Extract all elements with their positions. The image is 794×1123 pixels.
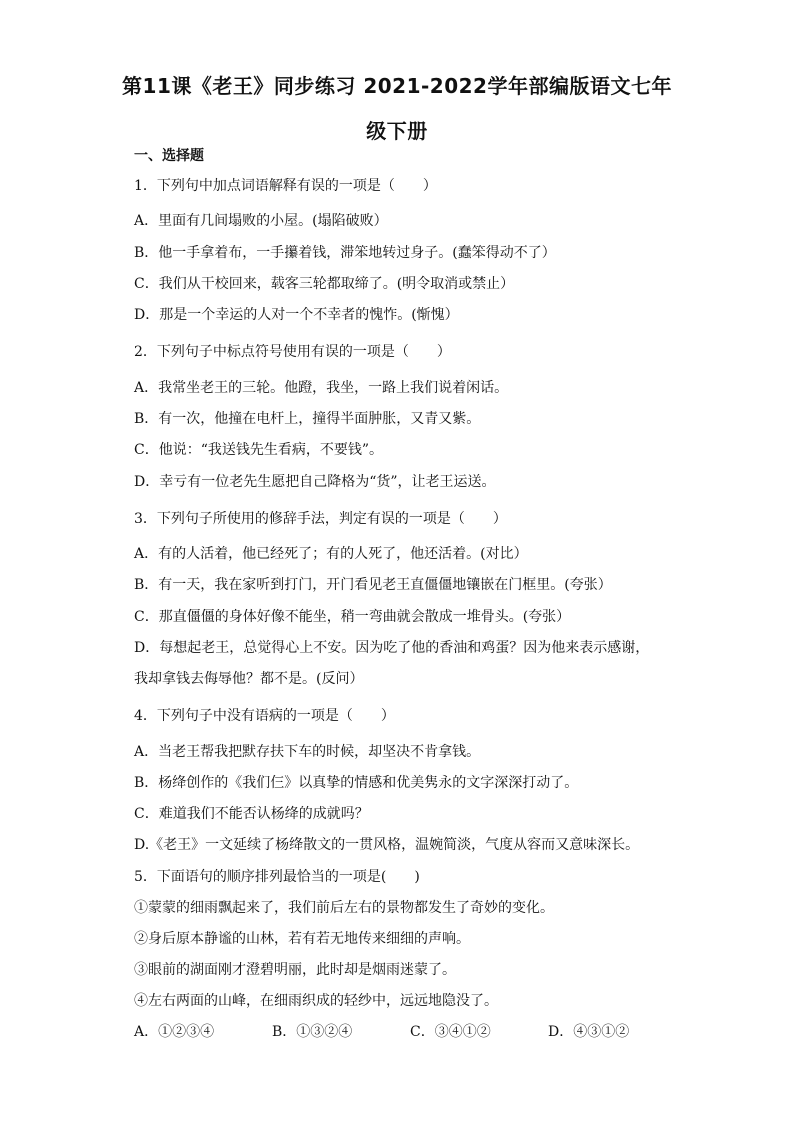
question-5-sentence-3: ③眼前的湖面刚才澄碧明丽，此时却是烟雨迷蒙了。 [134,962,456,978]
question-5-option-b: B．①③②④ [272,1024,353,1040]
question-2-option-d: D．幸亏有一位老先生愿把自己降格为“货”，让老王运送。 [134,474,496,490]
question-4-stem: 4．下列句子中没有语病的一项是（ ） [134,708,395,724]
question-3-option-b: B．有一天，我在家听到打门，开门看见老王直僵僵地镶嵌在门框里。(夸张） [134,577,612,593]
question-2-option-c: C．他说：“我送钱先生看病，不要钱”。 [134,442,384,458]
question-5-option-d: D．④③①② [548,1024,630,1040]
question-1-option-a: A．里面有几间塌败的小屋。(塌陷破败） [134,213,388,229]
question-2-option-a: A．我常坐老王的三轮。他蹬，我坐，一路上我们说着闲话。 [134,380,509,396]
question-3-option-d-continued: 我却拿钱去侮辱他？都不是。(反问） [134,671,364,687]
question-3-option-c: C．那直僵僵的身体好像不能坐，稍一弯曲就会散成一堆骨头。(夸张） [134,609,571,625]
question-3-option-a: A．有的人活着，他已经死了；有的人死了，他还活着。(对比） [134,546,528,562]
question-1-option-b: B．他一手拿着布，一手攥着钱，滞笨地转过身子。(蠢笨得动不了） [134,245,556,261]
question-5-sentence-1: ①蒙蒙的细雨飘起来了，我们前后左右的景物都发生了奇妙的变化。 [134,900,554,916]
question-5-sentence-2: ②身后原本静谧的山林，若有若无地传来细细的声响。 [134,931,470,947]
question-3-stem: 3．下列句子所使用的修辞手法，判定有误的一项是（ ） [134,511,507,527]
section-heading: 一、选择题 [134,148,204,164]
question-4-option-b: B．杨绛创作的《我们仨》以真挚的情感和优美隽永的文字深深打动了。 [134,775,579,791]
document-title-line-1: 第11课《老王》同步练习 2021-2022学年部编版语文七年 [122,74,672,98]
question-1-option-c: C．我们从干校回来，载客三轮都取缔了。(明令取消或禁止） [134,276,515,292]
question-4-option-d: D.《老王》一文延续了杨绛散文的一贯风格，温婉简淡，气度从容而又意味深长。 [134,837,640,853]
question-5-option-a: A．①②③④ [134,1024,215,1040]
document-title-line-2: 级下册 [366,119,428,143]
question-3-option-d: D．每想起老王，总觉得心上不安。因为吃了他的香油和鸡蛋？因为他来表示感谢， [134,640,650,656]
question-4-option-c: C．难道我们不能否认杨绛的成就吗？ [134,806,369,822]
question-2-option-b: B．有一次，他撞在电杆上，撞得半面肿胀，又青又紫。 [134,411,481,427]
question-5-option-c: C．③④①② [410,1024,491,1040]
question-4-option-a: A．当老王帮我把默存扶下车的时候，却坚决不肯拿钱。 [134,744,481,760]
question-1-stem: 1．下列句中加点词语解释有误的一项是（ ） [134,178,437,194]
question-5-sentence-4: ④左右两面的山峰，在细雨织成的轻纱中，远远地隐没了。 [134,993,498,1009]
question-1-option-d: D．那是一个幸运的人对一个不幸者的愧怍。(惭愧） [134,307,459,323]
question-5-stem: 5．下面语句的顺序排列最恰当的一项是( ) [134,869,420,885]
question-2-stem: 2．下列句子中标点符号使用有误的一项是（ ） [134,344,451,360]
